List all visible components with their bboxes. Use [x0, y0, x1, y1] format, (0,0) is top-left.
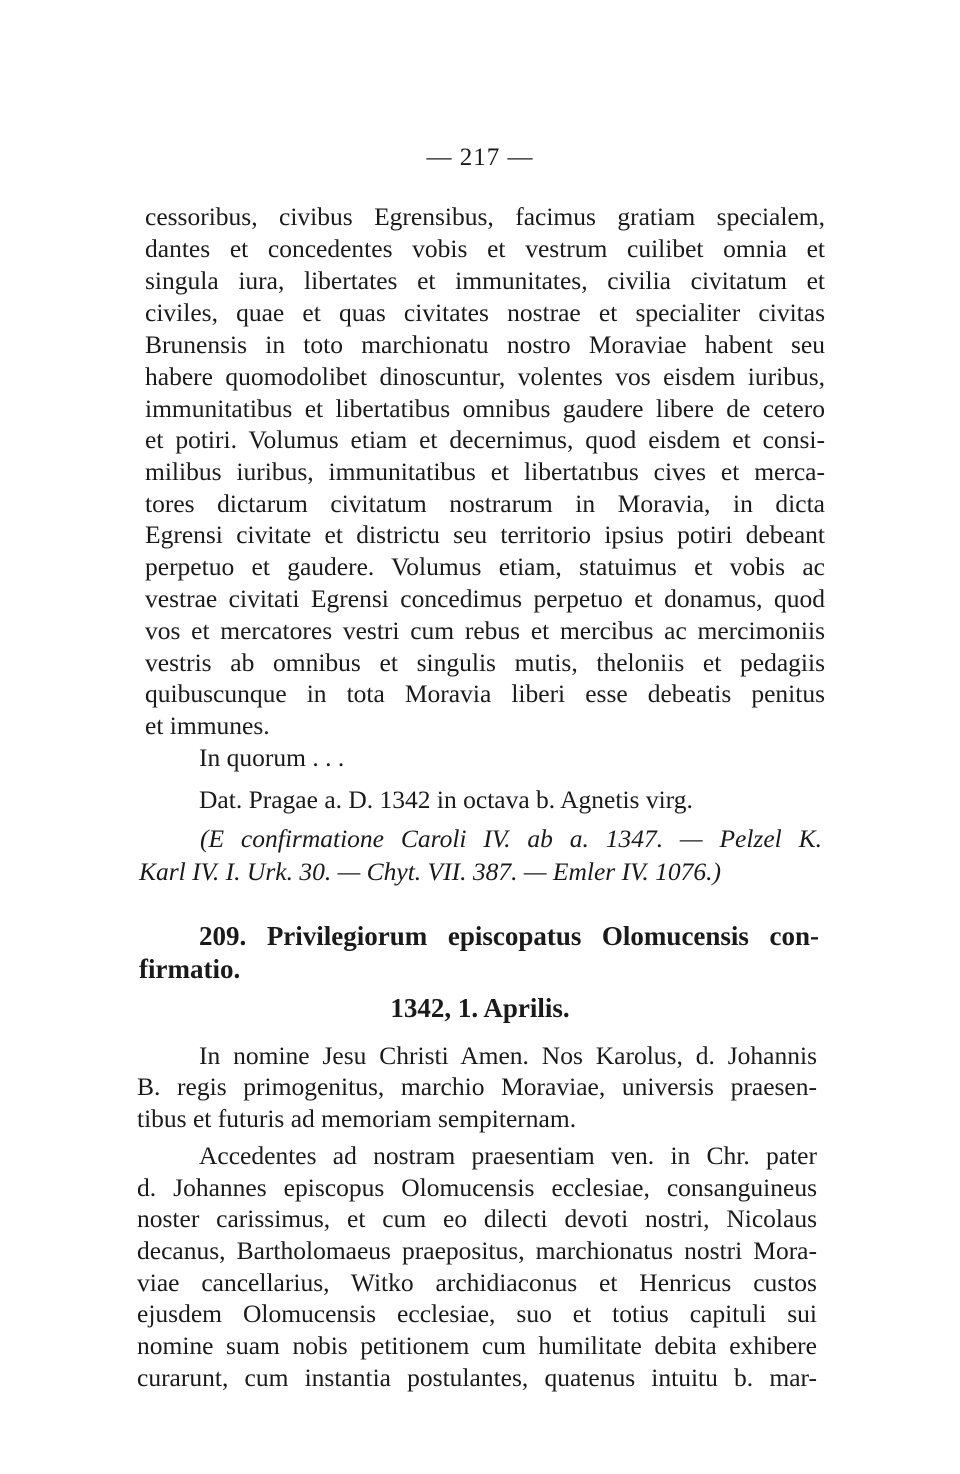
- text-line: nomine suam nobis petitionem cum humilitate debita exhibere: [137, 1331, 817, 1360]
- text-line: tibus et futuris ad memoriam sempiternam.: [137, 1104, 577, 1133]
- source-note-line: (E confirmatione Caroli IV. ab a. 1347. — Pelzel K.: [200, 824, 822, 853]
- text-line: B. regis primogenitus, marchio Moraviae, universis praesen-: [137, 1072, 817, 1101]
- text-line: habere quomodolibet dinoscuntur, volentes vos eisdem iuribus,: [145, 362, 825, 391]
- dating-line: Dat. Pragae a. D. 1342 in octava b. Agnetis virg.: [199, 785, 693, 814]
- source-note-line: Karl IV. I. Urk. 30. — Chyt. VII. 387. — Emler IV. 1076.): [139, 857, 721, 886]
- text-line: Brunensis in toto marchionatu nostro Moraviae habent seu: [145, 330, 825, 359]
- text-line: dantes et concedentes vobis et vestrum cuilibet omnia et: [145, 234, 825, 263]
- text-line: vestrae civitati Egrensi concedimus perpetuo et donamus, quod: [145, 584, 825, 613]
- text-line: civiles, quae et quas civitates nostrae et specialiter civitas: [145, 298, 825, 327]
- text-line: vos et mercatores vestri cum rebus et mercibus ac mercimoniis: [145, 616, 825, 645]
- text-line: d. Johannes episcopus Olomucensis ecclesiae, consanguineus: [137, 1173, 817, 1202]
- text-line: et immunes.: [145, 711, 270, 740]
- text-line: tores dictarum civitatum nostrarum in Moravia, in dicta: [145, 489, 825, 518]
- text-line: quibuscunque in tota Moravia liberi esse debeatis penitus: [145, 679, 825, 708]
- text-line: perpetuo et gaudere. Volumus etiam, statuimus et vobis ac: [145, 552, 825, 581]
- text-line: vestris ab omnibus et singulis mutis, theloniis et pedagiis: [145, 648, 825, 677]
- text-line: immunitatibus et libertatibus omnibus gaudere libere de cetero: [145, 394, 825, 423]
- charter-date-heading: 1342, 1. Aprilis.: [390, 993, 570, 1023]
- text-line: Egrensi civitate et districtu seu territorio ipsius potiri debeant: [145, 520, 825, 549]
- in-quorum-line: In quorum . . .: [199, 743, 345, 772]
- text-line: milibus iuribus, immunitatibus et libertatıbus cives et merca-: [145, 457, 825, 486]
- page-number: — 217 —: [426, 144, 534, 171]
- text-line: noster carissimus, et cum eo dilecti devoti nostri, Nicolaus: [137, 1204, 817, 1233]
- text-line: ejusdem Olomucensis ecclesiae, suo et totius capituli sui: [137, 1299, 817, 1328]
- charter-title-line: 209. Privilegiorum episcopatus Olomucensis con-: [199, 921, 819, 951]
- charter-title-line: firmatio.: [139, 954, 241, 984]
- text-line: curarunt, cum instantia postulantes, quatenus intuitu b. mar-: [137, 1363, 817, 1392]
- text-line: singula iura, libertates et immunitates, civilia civitatum et: [145, 266, 825, 295]
- text-line: Accedentes ad nostram praesentiam ven. in Chr. pater: [199, 1141, 817, 1170]
- text-line: viae cancellarius, Witko archidiaconus et Henricus custos: [137, 1268, 817, 1297]
- text-line: et potiri. Volumus etiam et decernimus, quod eisdem et consi-: [145, 425, 825, 454]
- text-line: cessoribus, civibus Egrensibus, facimus gratiam specialem,: [145, 202, 825, 231]
- text-line: decanus, Bartholomaeus praepositus, marchionatus nostri Mora-: [137, 1236, 817, 1265]
- text-line: In nomine Jesu Christi Amen. Nos Karolus, d. Johannis: [199, 1041, 817, 1070]
